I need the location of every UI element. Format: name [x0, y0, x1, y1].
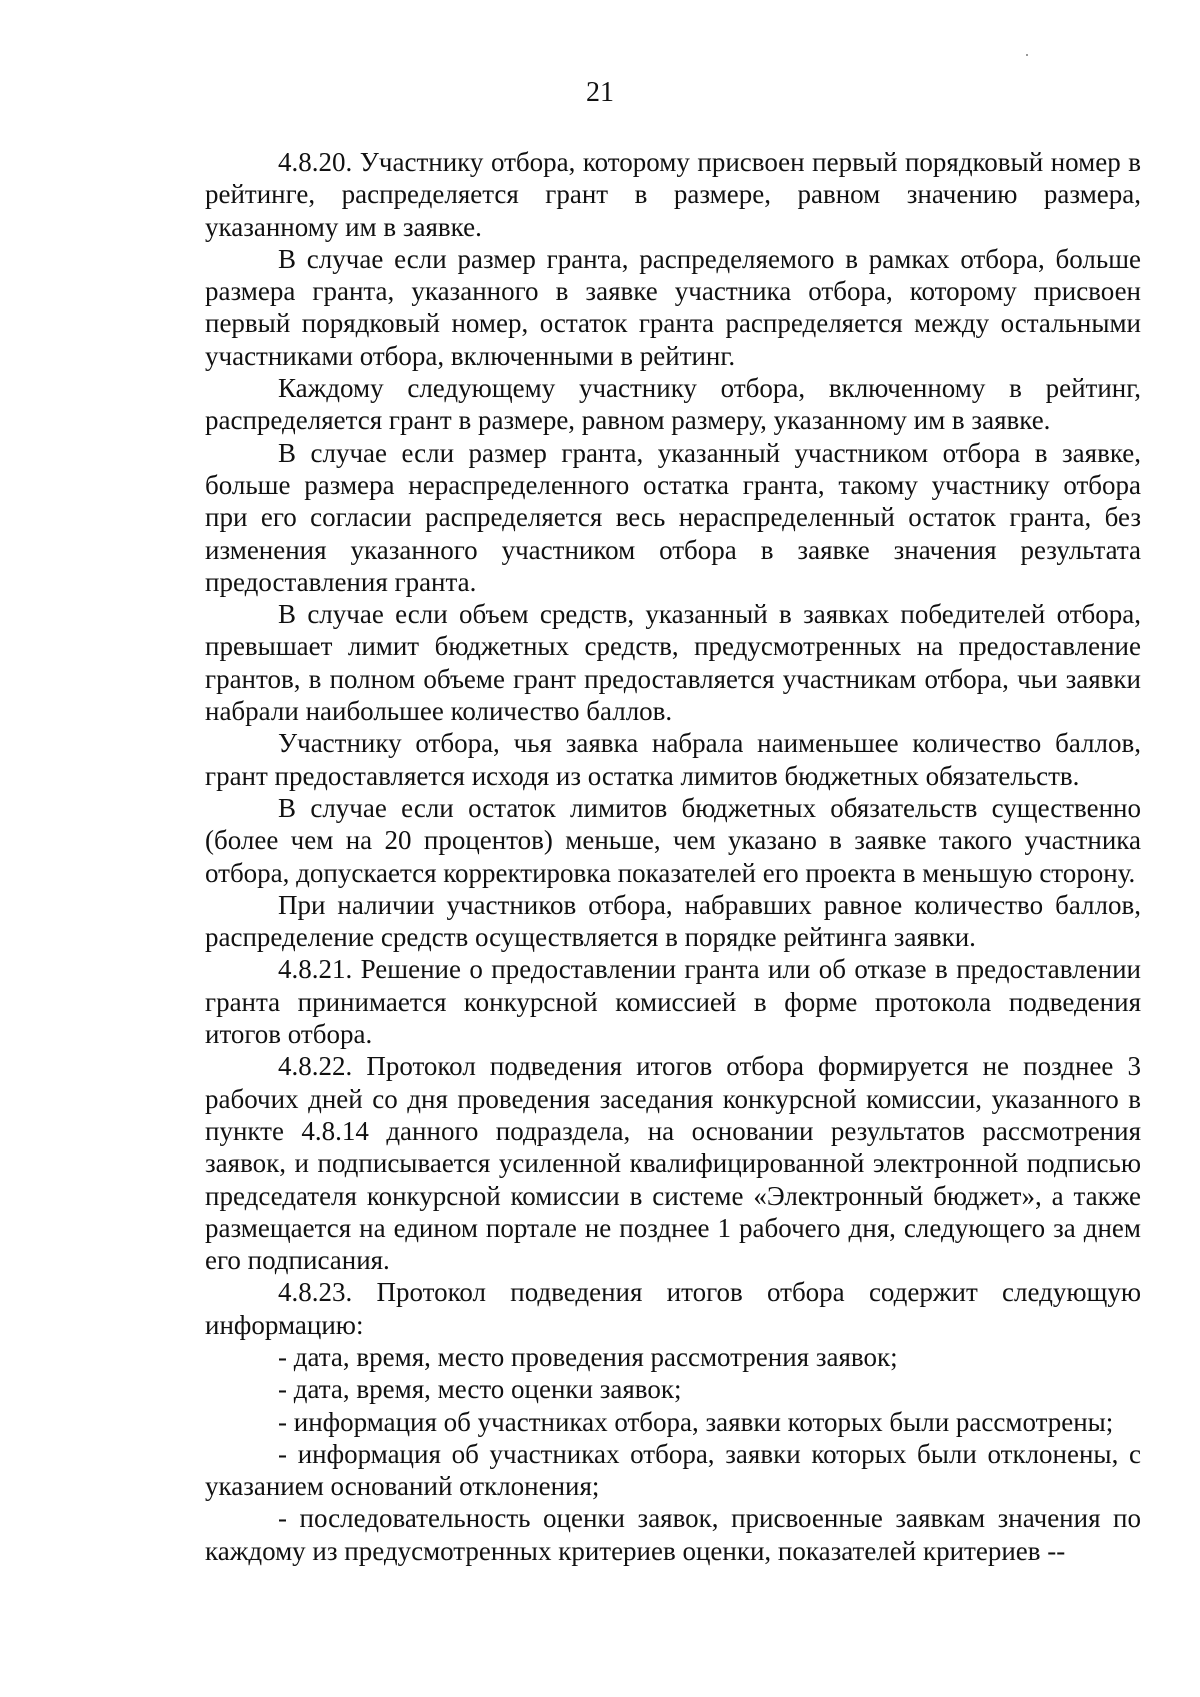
- paragraph: 4.8.22. Протокол подведения итогов отбора формируется не позднее 3 рабочих дней со дня проведения заседания конкурсной комиссии, указанного в пункте 4.8.14 данного подраздела, на основании результатов рассмотрения заявок, и подписывается усиленной квалифицированной электронной подписью председателя конкурсной комиссии в системе «Электронный бюджет», а также размещается на едином портале не позднее 1 рабочего дня, следующего за днем его подписания.: [205, 1051, 1141, 1276]
- paragraph: 4.8.23. Протокол подведения итогов отбора содержит следующую информацию:: [205, 1277, 1141, 1340]
- list-item: - дата, время, место оценки заявок;: [278, 1374, 682, 1405]
- list-item: - последовательность оценки заявок, присвоенные заявкам значения по каждому из предусмотренных критериев оценки, показателей критериев --: [205, 1503, 1141, 1566]
- paragraph: В случае если размер гранта, распределяемого в рамках отбора, больше размера гранта, указанного в заявке участника отбора, которому присвоен первый порядковый номер, остаток гранта распределяется между остальными участниками отбора, включенными в рейтинг.: [205, 243, 1141, 371]
- list-item: - дата, время, место проведения рассмотрения заявок;: [278, 1341, 898, 1372]
- paragraph: В случае если остаток лимитов бюджетных обязательств существенно (более чем на 20 процентов) меньше, чем указано в заявке такого участника отбора, допускается корректировка показателей его проекта в меньшую сторону.: [205, 792, 1141, 888]
- scan-artifact: [1026, 54, 1028, 56]
- list-item: - информация об участниках отбора, заявки которых были рассмотрены;: [278, 1406, 1114, 1437]
- list-item: - информация об участниках отбора, заявки которых были отклонены, с указанием оснований отклонения;: [205, 1438, 1141, 1502]
- paragraph: 4.8.21. Решение о предоставлении гранта или об отказе в предоставлении гранта принимается конкурсной комиссией в форме протокола подведения итогов отбора.: [205, 954, 1141, 1050]
- paragraph: В случае если объем средств, указанный в заявках победителей отбора, превышает лимит бюджетных средств, предусмотренных на предоставление грантов, в полном объеме грант предоставляется участникам отбора, чьи заявки набрали наибольшее количество баллов.: [205, 599, 1141, 727]
- paragraph: В случае если размер гранта, указанный участником отбора в заявке, больше размера нераспределенного остатка гранта, такому участнику отбора при его согласии распределяется весь нераспределенный остаток гранта, без изменения указанного участником отбора в заявке значения результата предоставления гранта.: [205, 437, 1141, 597]
- paragraph: Каждому следующему участнику отбора, включенному в рейтинг, распределяется грант в размере, равном размеру, указанному им в заявке.: [205, 373, 1141, 436]
- paragraph: При наличии участников отбора, набравших равное количество баллов, распределение средств осуществляется в порядке рейтинга заявки.: [205, 889, 1141, 953]
- paragraph: 4.8.20. Участнику отбора, которому присвоен первый порядковый номер в рейтинге, распределяется грант в размере, равном значению размера, указанному им в заявке.: [205, 147, 1141, 242]
- paragraph: Участнику отбора, чья заявка набрала наименьшее количество баллов, грант предоставляется исходя из остатка лимитов бюджетных обязательств.: [205, 728, 1141, 791]
- document-body: [205, 146, 1141, 1567]
- page-number: 21: [586, 77, 614, 108]
